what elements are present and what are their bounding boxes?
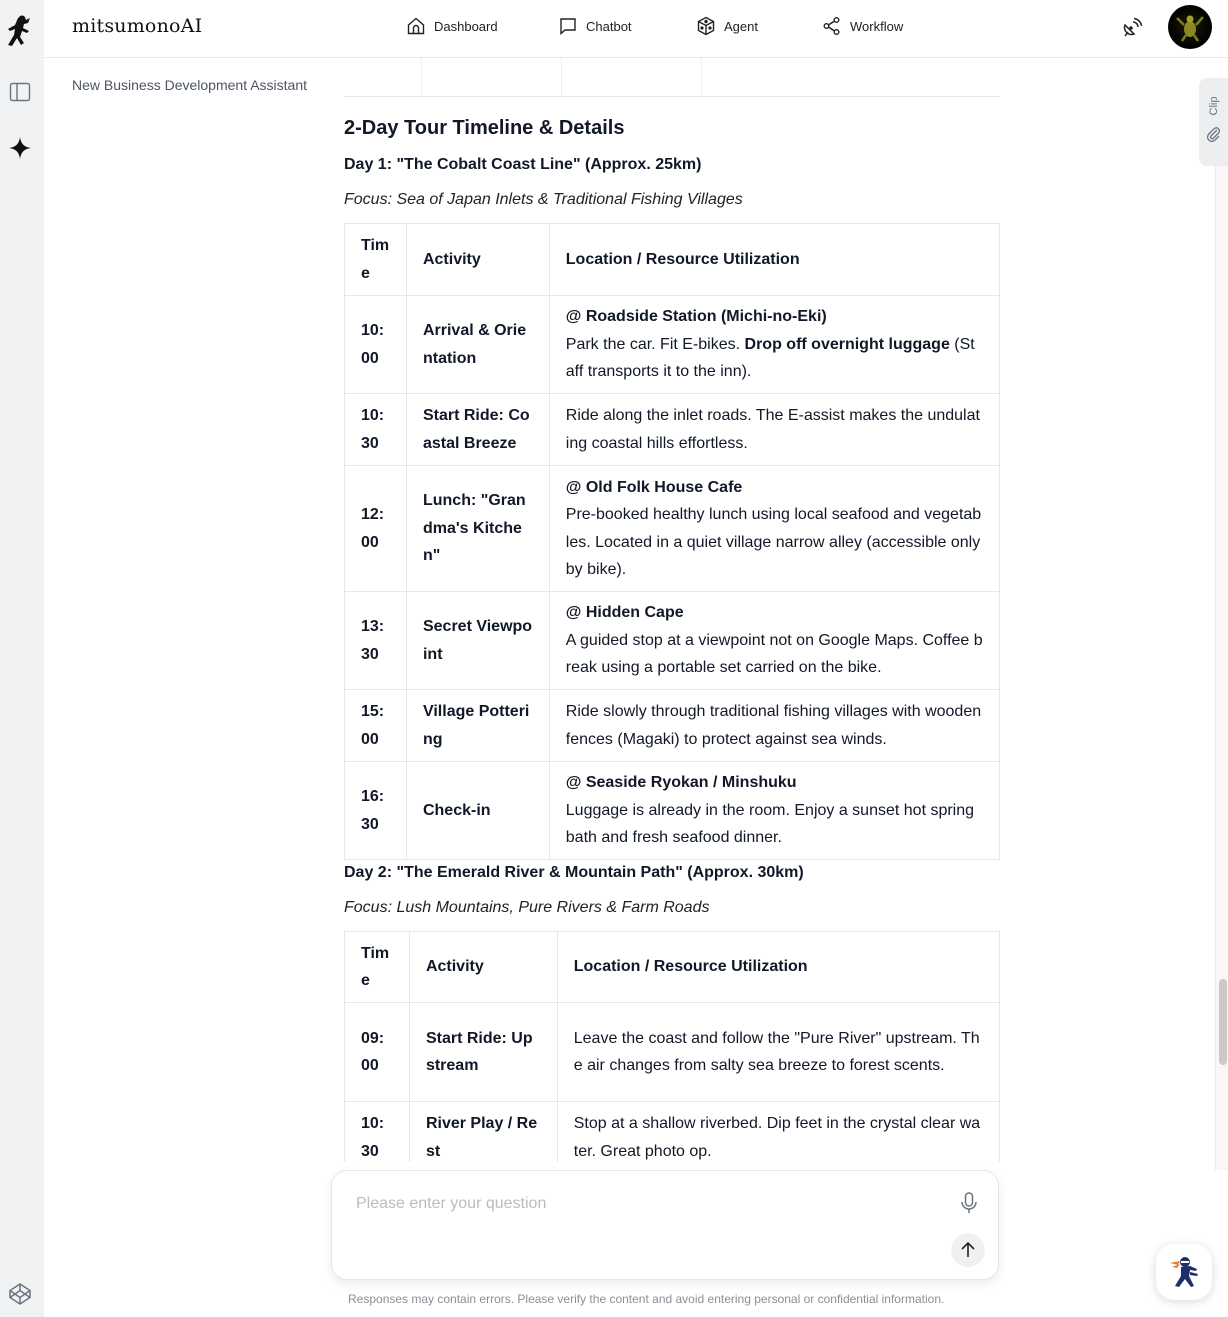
share-nodes-icon	[822, 16, 842, 36]
col-header-activity: Activity	[409, 932, 557, 1003]
nav-chatbot[interactable]	[558, 16, 632, 36]
chat-response-content	[344, 58, 1000, 1162]
previous-table-bottom	[344, 58, 1000, 97]
table-row	[345, 466, 1000, 592]
row-time: 16:30	[345, 762, 407, 860]
brand-name[interactable]: mitsumonoAI	[72, 15, 203, 37]
location-text: Pre-booked healthy lunch using local seafood and vegetables. Located in a quiet village narrow alley (accessible only by bike).	[565, 506, 982, 578]
left-rail	[0, 0, 44, 1317]
scrollbar-thumb[interactable]	[1219, 979, 1227, 1065]
day1-focus: Focus: Sea of Japan Inlets & Traditional Fishing Villages	[344, 191, 743, 208]
row-location	[557, 1003, 999, 1102]
send-button[interactable]	[951, 1233, 985, 1267]
col-header-location: Location / Resource Utilization	[549, 224, 999, 296]
table-row	[345, 394, 1000, 466]
paperclip-icon	[1206, 126, 1220, 142]
nav-dashboard-label: Dashboard	[434, 18, 498, 34]
content-scrollbar[interactable]	[1215, 166, 1228, 1170]
clip-label: Clip	[1208, 96, 1220, 116]
table-row	[345, 1003, 1000, 1102]
col-header-location: Location / Resource Utilization	[557, 932, 999, 1003]
location-name: @ Roadside Station (Michi-no-Eki)	[565, 308, 827, 326]
row-activity: Check-in	[406, 762, 549, 860]
nav-workflow-label: Workflow	[850, 18, 904, 34]
row-activity: River Play / Rest	[409, 1102, 557, 1163]
location-text: A guided stop at a viewpoint not on Google Maps. Coffee break using a portable set carried on the bike.	[565, 631, 983, 677]
row-activity: Lunch: "Grandma's Kitchen"	[406, 466, 549, 592]
location-name: @ Old Folk House Cafe	[565, 478, 743, 496]
chat-bubble-icon	[558, 16, 578, 36]
user-avatar[interactable]	[1168, 5, 1212, 49]
row-time: 15:00	[345, 690, 407, 762]
clip-tab[interactable]	[1199, 78, 1228, 166]
table-header-row	[345, 224, 1000, 296]
row-time: 09:00	[345, 1003, 410, 1102]
satellite-dish-icon[interactable]	[1120, 16, 1144, 40]
table-row	[345, 762, 1000, 860]
location-emphasis: Drop off overnight luggage	[744, 335, 950, 353]
location-text-after: (Staff transports it to the inn).	[565, 335, 975, 381]
location-name: @ Hidden Cape	[565, 604, 684, 622]
row-activity: Village Pottering	[406, 690, 549, 762]
ninja-mascot-icon	[1164, 1252, 1204, 1292]
nav-dashboard[interactable]	[406, 16, 498, 36]
nav-agent-label: Agent	[724, 18, 758, 34]
row-activity: Secret Viewpoint	[406, 592, 549, 690]
row-time: 10:00	[345, 296, 407, 394]
row-activity: Start Ride: Coastal Breeze	[406, 394, 549, 466]
assistant-fab-button[interactable]	[1156, 1244, 1212, 1300]
col-header-activity: Activity	[406, 224, 549, 296]
question-composer	[331, 1170, 999, 1280]
nav-chatbot-label: Chatbot	[586, 18, 632, 34]
location-text: Ride along the inlet roads. The E-assist makes the undulating coastal hills effortless.	[565, 407, 980, 452]
col-header-time: Time	[345, 932, 410, 1003]
assistant-title: New Business Development Assistant	[72, 77, 307, 93]
day2-focus: Focus: Lush Mountains, Pure Rivers & Farm Roads	[344, 899, 710, 916]
table-row	[345, 690, 1000, 762]
location-text: Ride slowly through traditional fishing villages with wooden fences (Magaki) to protect against sea winds.	[565, 703, 982, 748]
question-input[interactable]	[356, 1191, 936, 1217]
location-text: Stop at a shallow riverbed. Dip feet in the crystal clear water. Great photo op.	[573, 1115, 981, 1160]
location-text: Park the car. Fit E-bikes.	[565, 335, 745, 353]
location-text: Leave the coast and follow the "Pure River" upstream. The air changes from salty sea breeze to forest scents.	[573, 1029, 980, 1074]
day1-heading: Day 1: "The Cobalt Coast Line" (Approx. 25km)	[344, 156, 702, 173]
row-time: 10:30	[345, 1102, 410, 1163]
cube-icon	[696, 16, 716, 36]
row-location	[549, 296, 999, 394]
top-bar	[44, 0, 1228, 58]
row-location	[549, 466, 999, 592]
day2-timeline-table	[344, 931, 1000, 1162]
table-row	[345, 592, 1000, 690]
sidebar-toggle-icon[interactable]	[8, 80, 32, 104]
nav-agent[interactable]	[696, 16, 758, 36]
codepen-cube-icon[interactable]	[8, 1282, 32, 1306]
table-row	[345, 1102, 1000, 1163]
location-text: Luggage is already in the room. Enjoy a sunset hot spring bath and fresh seafood dinner.	[565, 801, 975, 847]
microphone-icon[interactable]	[958, 1191, 980, 1215]
day1-timeline-table	[344, 223, 1000, 860]
row-activity: Arrival & Orientation	[406, 296, 549, 394]
row-location	[549, 592, 999, 690]
disclaimer-text: Responses may contain errors. Please verify the content and avoid entering personal or confidential information.	[348, 1292, 945, 1306]
nav-workflow[interactable]	[822, 16, 903, 36]
sparkle-icon[interactable]	[8, 136, 32, 160]
table-row	[345, 296, 1000, 394]
arrow-up-icon	[959, 1241, 977, 1259]
row-location	[549, 690, 999, 762]
ninja-logo-icon[interactable]	[4, 14, 38, 50]
table-header-row	[345, 932, 1000, 1003]
home-icon	[406, 16, 426, 36]
day2-heading: Day 2: "The Emerald River & Mountain Path" (Approx. 30km)	[344, 864, 804, 881]
row-location	[549, 394, 999, 466]
location-name: @ Seaside Ryokan / Minshuku	[565, 774, 797, 792]
row-location	[557, 1102, 999, 1163]
section-heading: 2-Day Tour Timeline & Details	[344, 117, 625, 139]
row-activity: Start Ride: Upstream	[409, 1003, 557, 1102]
row-time: 10:30	[345, 394, 407, 466]
row-time: 13:30	[345, 592, 407, 690]
row-time: 12:00	[345, 466, 407, 592]
col-header-time: Time	[345, 224, 407, 296]
row-location	[549, 762, 999, 860]
